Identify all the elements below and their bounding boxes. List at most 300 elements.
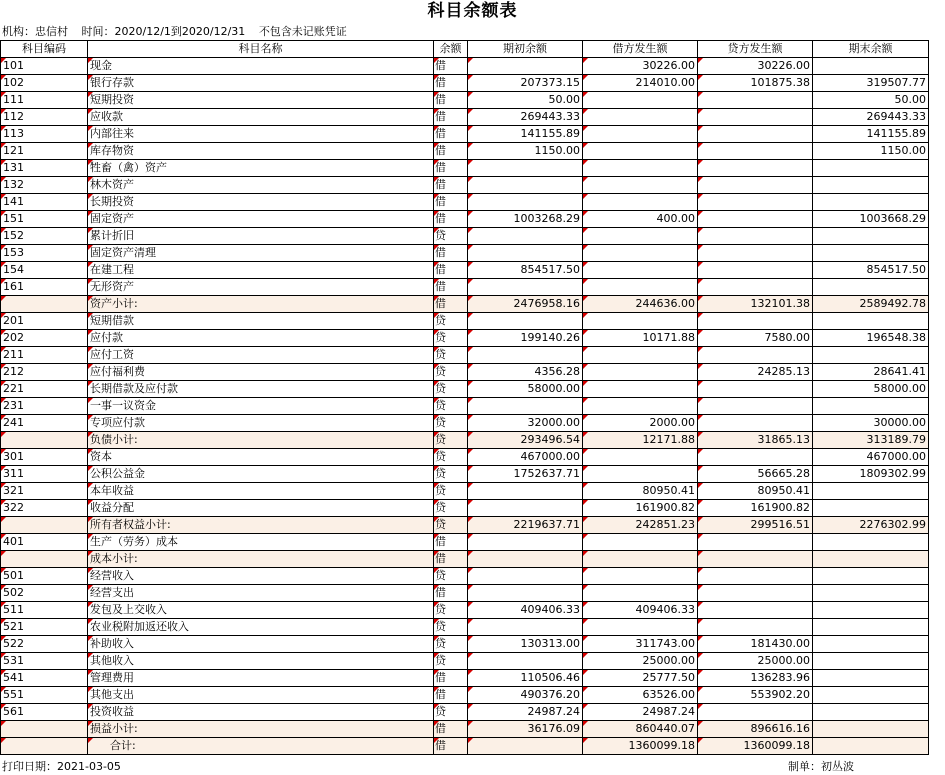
cell-opening xyxy=(468,347,583,364)
table-row xyxy=(1,398,929,415)
cell-name: 投资收益 xyxy=(88,704,434,721)
cell-credit: 25000.00 xyxy=(698,653,813,670)
cell-credit xyxy=(698,313,813,330)
cell-name: 牲畜（禽）资产 xyxy=(88,160,434,177)
cell-credit xyxy=(698,245,813,262)
cell-opening xyxy=(468,619,583,636)
cell-code: 531 xyxy=(1,653,88,670)
cell-direction: 贷 xyxy=(434,636,468,653)
cell-credit: 101875.38 xyxy=(698,75,813,92)
cell-closing xyxy=(813,347,929,364)
table-row xyxy=(1,585,929,602)
cell-name: 累计折旧 xyxy=(88,228,434,245)
cell-closing xyxy=(813,602,929,619)
cell-name: 一事一议资金 xyxy=(88,398,434,415)
cell-name: 经营收入 xyxy=(88,568,434,585)
cell-opening: 36176.09 xyxy=(468,721,583,738)
cell-code: 301 xyxy=(1,449,88,466)
cell-debit xyxy=(583,313,698,330)
cell-name: 库存物资 xyxy=(88,143,434,160)
cell-direction: 借 xyxy=(434,738,468,755)
cell-direction: 借 xyxy=(434,687,468,704)
cell-direction: 借 xyxy=(434,534,468,551)
cell-credit xyxy=(698,228,813,245)
cell-direction: 贷 xyxy=(434,602,468,619)
cell-name: 资本 xyxy=(88,449,434,466)
cell-closing xyxy=(813,670,929,687)
cell-name: 负债小计: xyxy=(88,432,434,449)
cell-direction: 借 xyxy=(434,126,468,143)
cell-credit xyxy=(698,126,813,143)
cell-name: 损益小计: xyxy=(88,721,434,738)
cell-credit xyxy=(698,160,813,177)
cell-name: 经营支出 xyxy=(88,585,434,602)
cell-code: 132 xyxy=(1,177,88,194)
cell-debit: 244636.00 xyxy=(583,296,698,313)
cell-code: 211 xyxy=(1,347,88,364)
cell-debit xyxy=(583,262,698,279)
cell-closing xyxy=(813,279,929,296)
cell-closing: 50.00 xyxy=(813,92,929,109)
table-row xyxy=(1,364,929,381)
cell-opening: 199140.26 xyxy=(468,330,583,347)
cell-credit xyxy=(698,551,813,568)
cell-debit xyxy=(583,143,698,160)
cell-code: 541 xyxy=(1,670,88,687)
cell-credit xyxy=(698,585,813,602)
cell-name: 短期投资 xyxy=(88,92,434,109)
cell-code: 551 xyxy=(1,687,88,704)
cell-credit xyxy=(698,415,813,432)
table-row xyxy=(1,500,929,517)
cell-credit: 299516.51 xyxy=(698,517,813,534)
col-header-code: 科目编码 xyxy=(1,41,88,58)
cell-name: 应付福利费 xyxy=(88,364,434,381)
cell-code: 241 xyxy=(1,415,88,432)
cell-debit: 10171.88 xyxy=(583,330,698,347)
cell-direction: 贷 xyxy=(434,415,468,432)
cell-opening xyxy=(468,653,583,670)
cell-direction: 借 xyxy=(434,211,468,228)
cell-debit: 161900.82 xyxy=(583,500,698,517)
col-header-opening: 期初余额 xyxy=(468,41,583,58)
cell-closing: 30000.00 xyxy=(813,415,929,432)
cell-closing xyxy=(813,534,929,551)
table-row xyxy=(1,126,929,143)
cell-closing: 269443.33 xyxy=(813,109,929,126)
cell-name: 补助收入 xyxy=(88,636,434,653)
cell-direction: 借 xyxy=(434,177,468,194)
table-row xyxy=(1,483,929,500)
table-row xyxy=(1,228,929,245)
cell-code: 202 xyxy=(1,330,88,347)
cell-debit: 63526.00 xyxy=(583,687,698,704)
cell-opening xyxy=(468,551,583,568)
cell-direction: 借 xyxy=(434,92,468,109)
cell-credit: 56665.28 xyxy=(698,466,813,483)
preparer: 制单：初丛波 xyxy=(788,760,854,773)
table-row xyxy=(1,534,929,551)
cell-name: 发包及上交收入 xyxy=(88,602,434,619)
cell-code: 321 xyxy=(1,483,88,500)
table-row xyxy=(1,602,929,619)
cell-debit xyxy=(583,126,698,143)
cell-debit xyxy=(583,228,698,245)
cell-direction: 贷 xyxy=(434,466,468,483)
cell-name: 林木资产 xyxy=(88,177,434,194)
cell-direction: 贷 xyxy=(434,517,468,534)
table-row xyxy=(1,670,929,687)
cell-code: 522 xyxy=(1,636,88,653)
cell-opening xyxy=(468,177,583,194)
cell-opening: 467000.00 xyxy=(468,449,583,466)
cell-opening xyxy=(468,279,583,296)
cell-debit: 311743.00 xyxy=(583,636,698,653)
cell-debit xyxy=(583,568,698,585)
table-row xyxy=(1,313,929,330)
table-row xyxy=(1,58,929,75)
table-row xyxy=(1,211,929,228)
cell-direction: 贷 xyxy=(434,347,468,364)
cell-debit xyxy=(583,381,698,398)
cell-opening xyxy=(468,738,583,755)
cell-opening: 1752637.71 xyxy=(468,466,583,483)
cell-credit xyxy=(698,194,813,211)
cell-direction: 贷 xyxy=(434,704,468,721)
cell-closing xyxy=(813,687,929,704)
cell-name: 收益分配 xyxy=(88,500,434,517)
cell-direction: 贷 xyxy=(434,432,468,449)
cell-direction: 借 xyxy=(434,160,468,177)
cell-code: 212 xyxy=(1,364,88,381)
cell-closing: 2276302.99 xyxy=(813,517,929,534)
cell-closing xyxy=(813,653,929,670)
cell-opening: 1003268.29 xyxy=(468,211,583,228)
cell-closing: 319507.77 xyxy=(813,75,929,92)
cell-opening: 58000.00 xyxy=(468,381,583,398)
table-row xyxy=(1,177,929,194)
cell-name: 应收款 xyxy=(88,109,434,126)
cell-closing xyxy=(813,177,929,194)
cell-debit: 25000.00 xyxy=(583,653,698,670)
cell-closing: 1150.00 xyxy=(813,143,929,160)
cell-opening: 141155.89 xyxy=(468,126,583,143)
cell-credit: 1360099.18 xyxy=(698,738,813,755)
cell-opening: 2219637.71 xyxy=(468,517,583,534)
table-row xyxy=(1,75,929,92)
cell-code: 311 xyxy=(1,466,88,483)
cell-opening xyxy=(468,228,583,245)
cell-debit xyxy=(583,534,698,551)
cell-opening: 293496.54 xyxy=(468,432,583,449)
cell-closing xyxy=(813,738,929,755)
cell-code: 521 xyxy=(1,619,88,636)
cell-credit: 553902.20 xyxy=(698,687,813,704)
table-row xyxy=(1,687,929,704)
cell-closing: 28641.41 xyxy=(813,364,929,381)
cell-closing: 467000.00 xyxy=(813,449,929,466)
cell-closing xyxy=(813,585,929,602)
table-row xyxy=(1,279,929,296)
subtotal-row xyxy=(1,721,929,738)
cell-closing: 196548.38 xyxy=(813,330,929,347)
cell-credit xyxy=(698,449,813,466)
cell-opening: 207373.15 xyxy=(468,75,583,92)
print-date: 打印日期：2021-03-05 xyxy=(2,760,121,773)
cell-code xyxy=(1,296,88,313)
cell-name: 合计: xyxy=(88,738,434,755)
cell-closing xyxy=(813,483,929,500)
cell-code: 511 xyxy=(1,602,88,619)
cell-debit: 214010.00 xyxy=(583,75,698,92)
subtotal-row xyxy=(1,517,929,534)
cell-code: 141 xyxy=(1,194,88,211)
cell-direction: 贷 xyxy=(434,568,468,585)
cell-opening xyxy=(468,194,583,211)
cell-code: 101 xyxy=(1,58,88,75)
cell-opening xyxy=(468,398,583,415)
cell-name: 现金 xyxy=(88,58,434,75)
table-row xyxy=(1,92,929,109)
cell-opening xyxy=(468,568,583,585)
cell-closing xyxy=(813,500,929,517)
cell-debit: 400.00 xyxy=(583,211,698,228)
cell-credit xyxy=(698,534,813,551)
cell-name: 在建工程 xyxy=(88,262,434,279)
cell-opening: 130313.00 xyxy=(468,636,583,653)
period-label: 时间：2020/12/1到2020/12/31 xyxy=(81,25,246,38)
cell-name: 应付工资 xyxy=(88,347,434,364)
cell-opening: 2476958.16 xyxy=(468,296,583,313)
cell-name: 专项应付款 xyxy=(88,415,434,432)
cell-debit: 80950.41 xyxy=(583,483,698,500)
cell-opening: 24987.24 xyxy=(468,704,583,721)
cell-name: 无形资产 xyxy=(88,279,434,296)
cell-closing xyxy=(813,568,929,585)
cell-debit: 1360099.18 xyxy=(583,738,698,755)
cell-debit xyxy=(583,177,698,194)
cell-debit xyxy=(583,585,698,602)
cell-debit: 860440.07 xyxy=(583,721,698,738)
cell-closing xyxy=(813,619,929,636)
cell-closing xyxy=(813,245,929,262)
cell-direction: 借 xyxy=(434,194,468,211)
table-header-row xyxy=(1,41,929,58)
cell-opening xyxy=(468,313,583,330)
cell-code: 152 xyxy=(1,228,88,245)
cell-direction: 借 xyxy=(434,670,468,687)
cell-code xyxy=(1,721,88,738)
cell-credit xyxy=(698,398,813,415)
cell-credit xyxy=(698,704,813,721)
cell-direction: 贷 xyxy=(434,381,468,398)
cell-direction: 贷 xyxy=(434,398,468,415)
cell-name: 其他收入 xyxy=(88,653,434,670)
cell-closing xyxy=(813,636,929,653)
cell-name: 长期借款及应付款 xyxy=(88,381,434,398)
cell-opening: 110506.46 xyxy=(468,670,583,687)
cell-debit xyxy=(583,194,698,211)
table-row xyxy=(1,619,929,636)
cell-name: 本年收益 xyxy=(88,483,434,500)
cell-debit xyxy=(583,347,698,364)
cell-closing: 313189.79 xyxy=(813,432,929,449)
cell-code: 231 xyxy=(1,398,88,415)
cell-direction: 贷 xyxy=(434,653,468,670)
cell-credit xyxy=(698,619,813,636)
cell-credit xyxy=(698,92,813,109)
cell-opening: 32000.00 xyxy=(468,415,583,432)
cell-credit: 80950.41 xyxy=(698,483,813,500)
cell-opening: 1150.00 xyxy=(468,143,583,160)
cell-credit: 181430.00 xyxy=(698,636,813,653)
cell-credit xyxy=(698,109,813,126)
cell-code: 113 xyxy=(1,126,88,143)
cell-credit: 7580.00 xyxy=(698,330,813,347)
col-header-credit: 贷方发生额 xyxy=(698,41,813,58)
cell-name: 所有者权益小计: xyxy=(88,517,434,534)
table-row xyxy=(1,109,929,126)
org-label: 机构：忠信村 xyxy=(2,25,68,38)
cell-closing xyxy=(813,398,929,415)
cell-name: 成本小计: xyxy=(88,551,434,568)
cell-direction: 借 xyxy=(434,551,468,568)
cell-direction: 贷 xyxy=(434,449,468,466)
table-row xyxy=(1,194,929,211)
cell-code: 501 xyxy=(1,568,88,585)
cell-direction: 借 xyxy=(434,279,468,296)
cell-closing xyxy=(813,704,929,721)
cell-code: 112 xyxy=(1,109,88,126)
cell-code: 154 xyxy=(1,262,88,279)
cell-opening: 269443.33 xyxy=(468,109,583,126)
table-row xyxy=(1,568,929,585)
cell-name: 其他支出 xyxy=(88,687,434,704)
cell-closing: 2589492.78 xyxy=(813,296,929,313)
cell-debit xyxy=(583,160,698,177)
cell-name: 资产小计: xyxy=(88,296,434,313)
cell-debit: 242851.23 xyxy=(583,517,698,534)
subtotal-row xyxy=(1,551,929,568)
cell-opening: 50.00 xyxy=(468,92,583,109)
cell-debit xyxy=(583,398,698,415)
cell-direction: 借 xyxy=(434,296,468,313)
col-header-debit: 借方发生额 xyxy=(583,41,698,58)
cell-credit xyxy=(698,347,813,364)
cell-code: 221 xyxy=(1,381,88,398)
cell-debit xyxy=(583,109,698,126)
cell-direction: 借 xyxy=(434,75,468,92)
table-row xyxy=(1,704,929,721)
cell-opening xyxy=(468,245,583,262)
report-title: 科目余额表 xyxy=(427,1,518,21)
cell-code: 322 xyxy=(1,500,88,517)
cell-opening xyxy=(468,500,583,517)
cell-code: 121 xyxy=(1,143,88,160)
cell-opening xyxy=(468,58,583,75)
cell-name: 生产（劳务）成本 xyxy=(88,534,434,551)
cell-direction: 贷 xyxy=(434,228,468,245)
cell-direction: 借 xyxy=(434,109,468,126)
cell-debit: 409406.33 xyxy=(583,602,698,619)
cell-code: 151 xyxy=(1,211,88,228)
cell-debit xyxy=(583,279,698,296)
cell-code xyxy=(1,517,88,534)
cell-debit xyxy=(583,449,698,466)
cell-closing: 1809302.99 xyxy=(813,466,929,483)
cell-code: 153 xyxy=(1,245,88,262)
cell-code xyxy=(1,551,88,568)
cell-direction: 贷 xyxy=(434,313,468,330)
cell-credit xyxy=(698,143,813,160)
cell-credit: 896616.16 xyxy=(698,721,813,738)
table-row xyxy=(1,245,929,262)
balance-table xyxy=(0,40,929,755)
cell-code: 502 xyxy=(1,585,88,602)
cell-closing xyxy=(813,313,929,330)
cell-direction: 贷 xyxy=(434,619,468,636)
cell-name: 固定资产 xyxy=(88,211,434,228)
cell-closing: 141155.89 xyxy=(813,126,929,143)
cell-direction: 借 xyxy=(434,245,468,262)
cell-debit xyxy=(583,92,698,109)
cell-credit: 161900.82 xyxy=(698,500,813,517)
cell-debit: 12171.88 xyxy=(583,432,698,449)
cell-code: 102 xyxy=(1,75,88,92)
cell-direction: 借 xyxy=(434,58,468,75)
cell-credit xyxy=(698,381,813,398)
cell-opening: 854517.50 xyxy=(468,262,583,279)
cell-opening xyxy=(468,483,583,500)
cell-name: 内部往来 xyxy=(88,126,434,143)
cell-debit: 25777.50 xyxy=(583,670,698,687)
cell-closing xyxy=(813,160,929,177)
table-row xyxy=(1,160,929,177)
cell-name: 管理费用 xyxy=(88,670,434,687)
cell-closing: 58000.00 xyxy=(813,381,929,398)
cell-credit xyxy=(698,211,813,228)
table-row xyxy=(1,653,929,670)
cell-debit: 2000.00 xyxy=(583,415,698,432)
table-row xyxy=(1,636,929,653)
cell-credit: 136283.96 xyxy=(698,670,813,687)
cell-code: 201 xyxy=(1,313,88,330)
col-header-direction: 余额 xyxy=(434,41,468,58)
cell-code: 161 xyxy=(1,279,88,296)
cell-credit: 24285.13 xyxy=(698,364,813,381)
table-row xyxy=(1,330,929,347)
cell-direction: 借 xyxy=(434,585,468,602)
cell-direction: 贷 xyxy=(434,330,468,347)
cell-direction: 贷 xyxy=(434,500,468,517)
cell-closing xyxy=(813,58,929,75)
cell-direction: 借 xyxy=(434,721,468,738)
cell-opening xyxy=(468,534,583,551)
table-row xyxy=(1,381,929,398)
cell-direction: 贷 xyxy=(434,364,468,381)
cell-name: 银行存款 xyxy=(88,75,434,92)
cell-closing: 1003668.29 xyxy=(813,211,929,228)
cell-credit xyxy=(698,279,813,296)
cell-name: 固定资产清理 xyxy=(88,245,434,262)
cell-credit xyxy=(698,262,813,279)
cell-credit: 31865.13 xyxy=(698,432,813,449)
cell-debit: 30226.00 xyxy=(583,58,698,75)
cell-opening: 409406.33 xyxy=(468,602,583,619)
cell-debit xyxy=(583,466,698,483)
cell-credit: 132101.38 xyxy=(698,296,813,313)
cell-code: 111 xyxy=(1,92,88,109)
